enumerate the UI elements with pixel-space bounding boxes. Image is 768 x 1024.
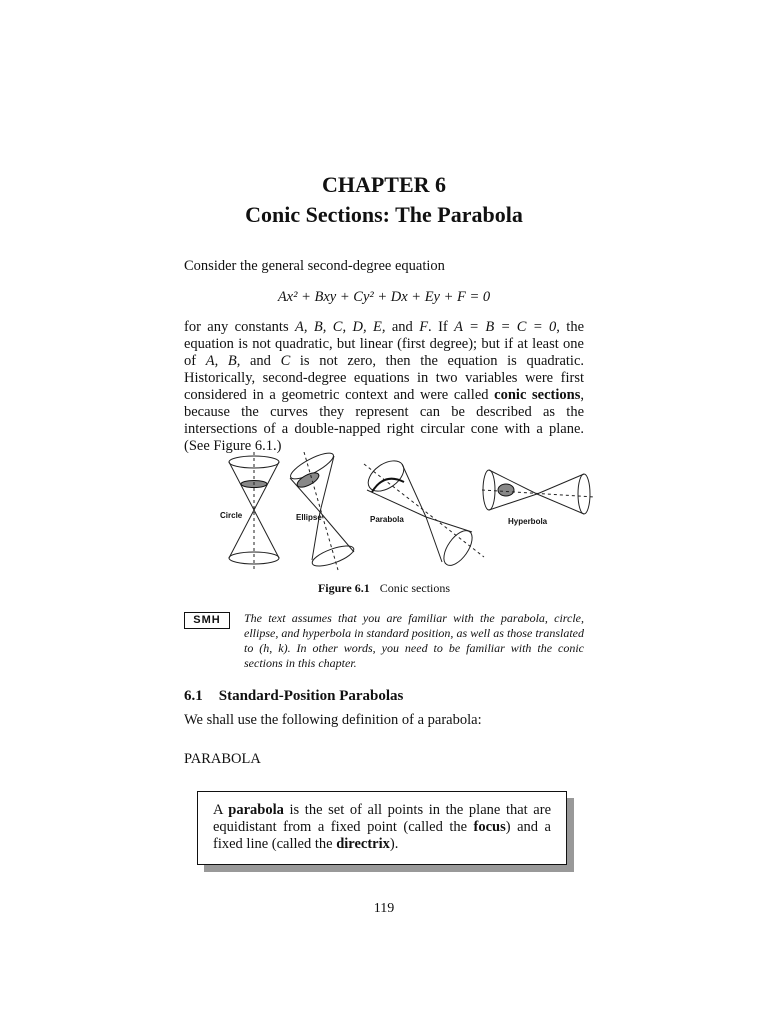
section-heading: 6.1 Standard-Position Parabolas <box>184 688 404 704</box>
chapter-heading: CHAPTER 6 <box>321 172 447 197</box>
parabola-label: PARABOLA <box>184 751 261 767</box>
definition-intro: We shall use the following definition of a parabola: <box>184 712 482 728</box>
hyperbola-cone <box>482 470 594 514</box>
conic-sections-figure <box>214 452 594 572</box>
figure-label-hyperbola: Hyperbola <box>508 517 548 526</box>
figure-label-circle: Circle <box>220 511 243 520</box>
intro-text: Consider the general second-degree equation <box>184 258 445 274</box>
parabola-cone <box>363 455 484 570</box>
general-equation: Ax² + Bxy + Cy² + Dx + Ey + F = 0 <box>277 289 491 305</box>
chapter-title: Conic Sections: The Parabola <box>245 202 523 227</box>
figure-label-parabola: Parabola <box>370 515 404 524</box>
term-conic-sections: conic sections <box>494 387 581 403</box>
ellipse-cone <box>288 452 357 570</box>
intro-paragraph: for any constants A, B, C, D, E, and F. If A = B = C = 0, the equation is not quadratic, but linear (first degree); but if at least one of A, B, and C is not zero, then the equation is quadratic. Historically, second-degree equations in two variables were first considered in a geometric context and were called conic sections, because the curves they represent can be described as the intersections of a double-napped right circular cone with a plane. (See Figure 6.1.) <box>184 319 585 454</box>
smh-icon: SMH <box>184 612 230 629</box>
smh-note: The text assumes that you are familiar with the parabola, circle, ellipse, and hyperbola in standard position, as well as those translated to (h, k). In other words, you need to be familiar with the conic sections in this chapter. <box>244 611 584 670</box>
parabola-definition: A parabola is the set of all points in the plane that are equidistant from a fixed point (called the focus) and a fixed line (called the directrix). <box>213 802 552 852</box>
page-number: 119 <box>373 901 395 916</box>
figure-label-ellipse: Ellipse <box>296 513 322 522</box>
figure-caption: Figure 6.1 Conic sections <box>317 581 451 595</box>
